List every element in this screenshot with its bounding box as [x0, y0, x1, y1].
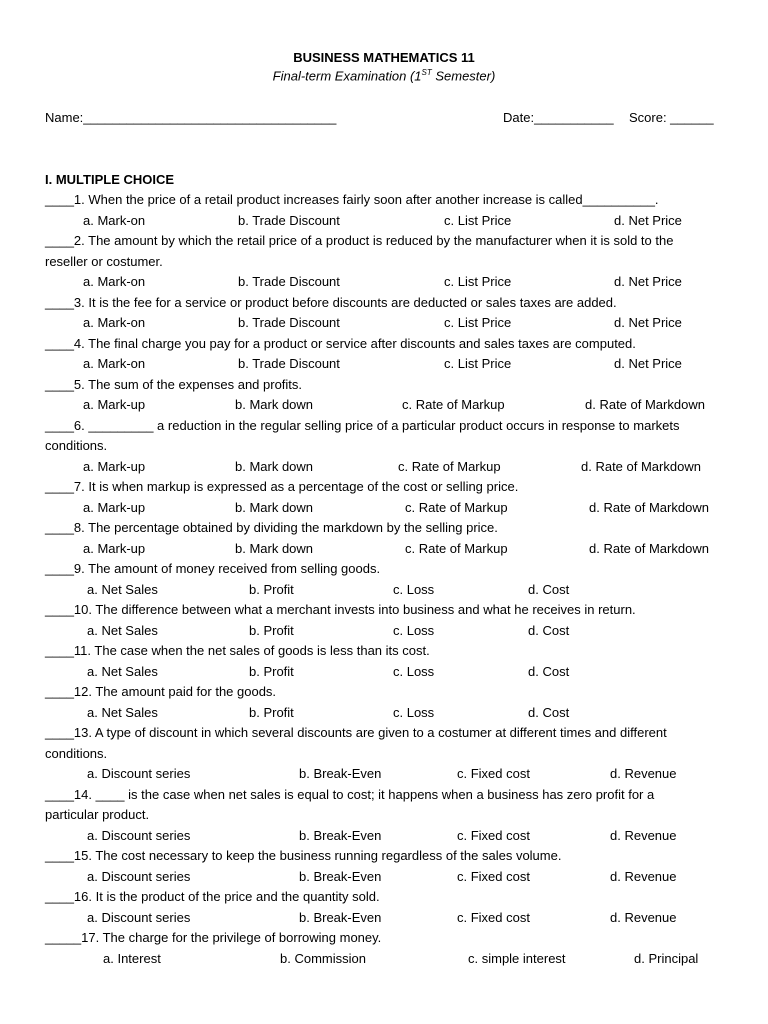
question-13-option-b: b. Break-Even [299, 766, 382, 781]
question-15-text: ____15. The cost necessary to keep the business running regardless of the sales volume. [45, 848, 562, 863]
question-13-option-d: d. Revenue [610, 766, 677, 781]
question-4-option-b: b. Trade Discount [238, 356, 340, 371]
question-17-option-c: c. simple interest [468, 950, 566, 966]
question-3-option-c: c. List Price [444, 315, 512, 330]
question-8-option-b: b. Mark down [235, 540, 314, 556]
question-3-option-a: a. Mark-on [83, 315, 146, 330]
question-6-text: ____6. _________ a reduction in the regular selling price of a particular product occurs in response to markets [45, 417, 680, 433]
question-11-option-c: c. Loss [393, 663, 435, 679]
question-14-option-c: c. Fixed cost [457, 827, 530, 843]
question-1-text: ____1. When the price of a retail product increases fairly soon after another increase is called__________. [45, 192, 659, 207]
question-5-option-a: a. Mark-up [83, 397, 146, 412]
question-1-option-c: c. List Price [444, 212, 512, 228]
question-7-option-a: a. Mark-up [83, 499, 146, 515]
question-8-option-a: a. Mark-up [83, 540, 146, 556]
question-9-option-c: c. Loss [393, 581, 435, 597]
question-16-option-d: d. Revenue [610, 909, 677, 925]
date-field: Date:___________ [503, 110, 614, 125]
question-12-option-a: a. Net Sales [87, 704, 158, 720]
question-4-option-c: c. List Price [444, 356, 512, 371]
question-15-option-d: d. Revenue [610, 868, 677, 884]
question-10-text: ____10. The difference between what a merchant invests into business and what he receives in return. [45, 602, 636, 617]
question-12-option-b: b. Profit [249, 704, 294, 720]
question-12-option-d: d. Cost [528, 704, 570, 720]
question-3-option-d: d. Net Price [614, 315, 682, 330]
question-10-option-b: b. Profit [249, 622, 294, 638]
question-8-text: ____8. The percentage obtained by dividing the markdown by the selling price. [45, 520, 498, 535]
question-6-option-d: d. Rate of Markdown [581, 458, 701, 474]
score-field: Score: ______ [629, 110, 714, 125]
question-17-option-d: d. Principal [634, 950, 699, 966]
question-15-option-b: b. Break-Even [299, 868, 382, 884]
question-13-text: conditions. [45, 745, 108, 761]
question-1-option-a: a. Mark-on [83, 212, 146, 228]
question-14-option-d: d. Revenue [610, 827, 677, 843]
question-16-option-a: a. Discount series [87, 909, 191, 925]
question-13-option-a: a. Discount series [87, 766, 191, 781]
question-2-option-c: c. List Price [444, 274, 512, 289]
question-7-option-d: d. Rate of Markdown [589, 499, 709, 515]
question-3-text: ____3. It is the fee for a service or product before discounts are deducted or sales taxes are added. [45, 294, 617, 310]
question-14-option-a: a. Discount series [87, 827, 191, 843]
question-4-option-a: a. Mark-on [83, 356, 146, 371]
question-6-option-b: b. Mark down [235, 458, 314, 474]
question-9-option-b: b. Profit [249, 581, 294, 597]
name-field: Name:___________________________________ [45, 110, 337, 125]
question-3-option-b: b. Trade Discount [238, 315, 340, 330]
subtitle-superscript: ST [421, 68, 432, 77]
question-2-text: ____2. The amount by which the retail price of a product is reduced by the manufacturer when it is sold to the [45, 233, 674, 248]
question-11-option-a: a. Net Sales [87, 663, 158, 679]
question-6-text: conditions. [45, 438, 108, 453]
subtitle-text-end: Semester) [431, 68, 496, 84]
section-heading: I. MULTIPLE CHOICE [45, 172, 175, 187]
question-2-option-a: a. Mark-on [83, 274, 146, 289]
question-12-option-c: c. Loss [393, 704, 435, 720]
question-8-option-d: d. Rate of Markdown [589, 540, 709, 556]
question-2-text: reseller or costumer. [45, 253, 163, 269]
question-17-text: _____17. The charge for the privilege of borrowing money. [45, 930, 382, 945]
question-15-option-c: c. Fixed cost [457, 868, 530, 884]
question-2-option-d: d. Net Price [614, 274, 682, 289]
question-5-text: ____5. The sum of the expenses and profits. [45, 376, 303, 392]
question-16-option-c: c. Fixed cost [457, 909, 530, 925]
question-10-option-a: a. Net Sales [87, 622, 158, 638]
question-12-text: ____12. The amount paid for the goods. [45, 684, 277, 699]
question-15-option-a: a. Discount series [87, 868, 191, 884]
question-11-option-b: b. Profit [249, 663, 294, 679]
question-13-option-c: c. Fixed cost [457, 766, 530, 781]
question-13-text: ____13. A type of discount in which several discounts are given to a costumer at different times and different [45, 725, 667, 740]
question-17-option-b: b. Commission [280, 950, 366, 966]
question-14-option-b: b. Break-Even [299, 827, 382, 843]
question-5-option-b: b. Mark down [235, 397, 314, 412]
question-11-text: ____11. The case when the net sales of goods is less than its cost. [45, 643, 430, 658]
question-8-option-c: c. Rate of Markup [405, 540, 508, 556]
question-2-option-b: b. Trade Discount [238, 274, 340, 289]
question-1-option-d: d. Net Price [614, 212, 682, 228]
question-4-option-d: d. Net Price [614, 356, 682, 371]
question-14-text: particular product. [45, 807, 150, 822]
question-16-text: ____16. It is the product of the price and the quantity sold. [45, 889, 380, 904]
question-7-text: ____7. It is when markup is expressed as a percentage of the cost or selling price. [45, 479, 519, 494]
question-17-option-a: a. Interest [103, 950, 161, 966]
question-5-option-d: d. Rate of Markdown [585, 397, 705, 412]
question-10-option-d: d. Cost [528, 622, 570, 638]
question-16-option-b: b. Break-Even [299, 909, 382, 925]
question-11-option-d: d. Cost [528, 663, 570, 679]
question-7-option-b: b. Mark down [235, 499, 314, 515]
question-4-text: ____4. The final charge you pay for a product or service after discounts and sales taxes are computed. [45, 335, 636, 351]
question-14-text: ____14. ____ is the case when net sales is equal to cost; it happens when a business has zero profit for a [45, 786, 655, 802]
question-1-option-b: b. Trade Discount [238, 212, 340, 228]
question-6-option-c: c. Rate of Markup [398, 458, 501, 474]
question-9-text: ____9. The amount of money received from selling goods. [45, 561, 381, 576]
question-9-option-a: a. Net Sales [87, 581, 158, 597]
subtitle-text: Final-term Examination (1 [272, 68, 422, 84]
question-9-option-d: d. Cost [528, 581, 570, 597]
question-10-option-c: c. Loss [393, 622, 435, 638]
question-7-option-c: c. Rate of Markup [405, 499, 508, 515]
question-5-option-c: c. Rate of Markup [402, 397, 505, 412]
exam-subtitle [0, 68, 768, 83]
exam-title: BUSINESS MATHEMATICS 11 [293, 50, 475, 65]
question-6-option-a: a. Mark-up [83, 458, 146, 474]
